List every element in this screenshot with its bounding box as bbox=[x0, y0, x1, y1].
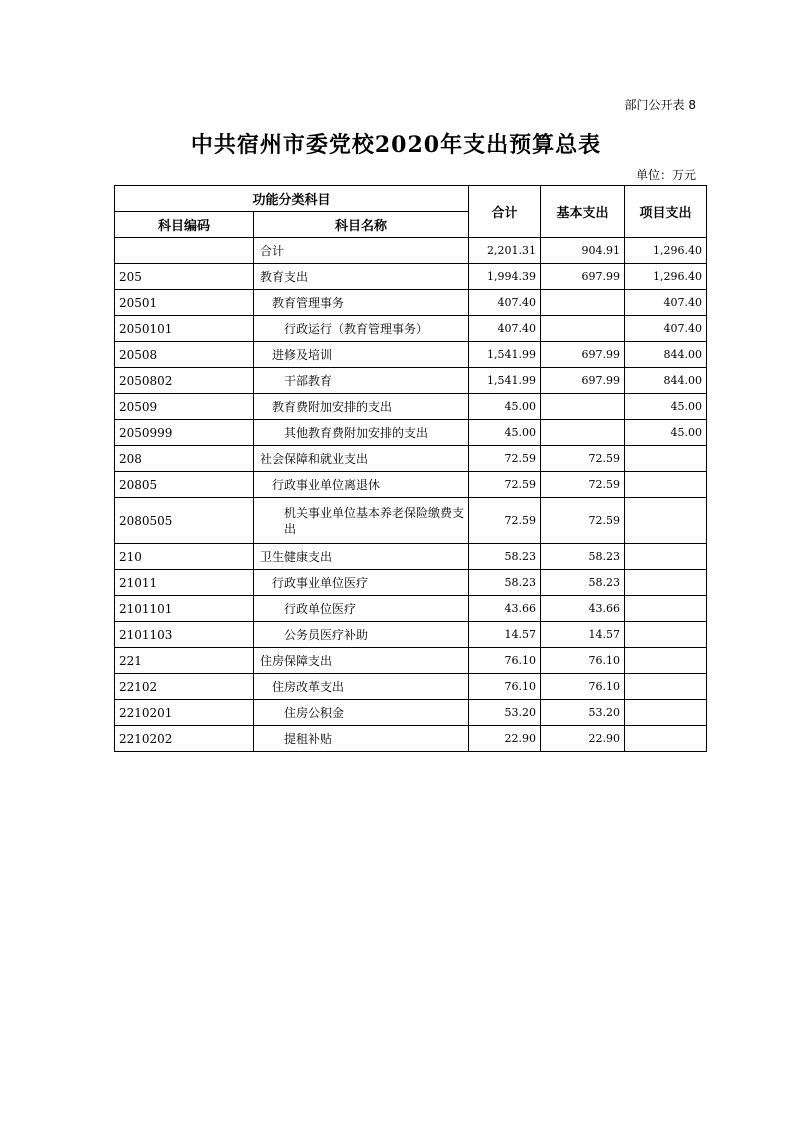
project-amount-cell bbox=[625, 472, 707, 498]
total-amount-cell: 43.66 bbox=[469, 596, 541, 622]
subject-code-cell bbox=[115, 238, 254, 264]
project-amount-cell bbox=[625, 596, 707, 622]
basic-amount-cell: 14.57 bbox=[541, 622, 625, 648]
subject-code-cell: 20501 bbox=[115, 290, 254, 316]
subject-code-cell: 2050999 bbox=[115, 420, 254, 446]
table-row bbox=[115, 264, 707, 290]
header-project-expenditure: 项目支出 bbox=[625, 186, 707, 238]
header-subject-code: 科目编码 bbox=[115, 212, 254, 238]
basic-amount-cell: 58.23 bbox=[541, 544, 625, 570]
project-amount-cell: 1,296.40 bbox=[625, 264, 707, 290]
table-row bbox=[115, 316, 707, 342]
table-row bbox=[115, 342, 707, 368]
basic-amount-cell: 72.59 bbox=[541, 446, 625, 472]
total-amount-cell: 45.00 bbox=[469, 394, 541, 420]
total-amount-cell: 76.10 bbox=[469, 648, 541, 674]
subject-code-cell: 20509 bbox=[115, 394, 254, 420]
subject-name-cell: 其他教育费附加安排的支出 bbox=[254, 420, 469, 446]
subject-name-cell: 教育费附加安排的支出 bbox=[254, 394, 469, 420]
subject-name-cell: 机关事业单位基本养老保险缴费支出 bbox=[254, 498, 469, 544]
subject-code-cell: 210 bbox=[115, 544, 254, 570]
header-subject-name: 科目名称 bbox=[254, 212, 469, 238]
subject-name-cell: 行政事业单位离退休 bbox=[254, 472, 469, 498]
subject-code-cell: 20805 bbox=[115, 472, 254, 498]
total-amount-cell: 53.20 bbox=[469, 700, 541, 726]
project-amount-cell bbox=[625, 498, 707, 544]
project-amount-cell: 45.00 bbox=[625, 394, 707, 420]
subject-code-cell: 22102 bbox=[115, 674, 254, 700]
subject-code-cell: 2050802 bbox=[115, 368, 254, 394]
project-amount-cell bbox=[625, 700, 707, 726]
table-row bbox=[115, 674, 707, 700]
total-amount-cell: 72.59 bbox=[469, 472, 541, 498]
project-amount-cell: 844.00 bbox=[625, 342, 707, 368]
project-amount-cell bbox=[625, 674, 707, 700]
subject-name-cell: 提租补贴 bbox=[254, 726, 469, 752]
header-basic-expenditure: 基本支出 bbox=[541, 186, 625, 238]
basic-amount-cell: 58.23 bbox=[541, 570, 625, 596]
table-row bbox=[115, 472, 707, 498]
table-row bbox=[115, 394, 707, 420]
table-number-label: 部门公开表 8 bbox=[624, 98, 696, 112]
basic-amount-cell: 904.91 bbox=[541, 238, 625, 264]
subject-name-cell: 干部教育 bbox=[254, 368, 469, 394]
project-amount-cell: 407.40 bbox=[625, 316, 707, 342]
budget-table bbox=[114, 185, 707, 752]
table-row bbox=[115, 446, 707, 472]
total-amount-cell: 1,994.39 bbox=[469, 264, 541, 290]
basic-amount-cell: 76.10 bbox=[541, 648, 625, 674]
total-amount-cell: 407.40 bbox=[469, 290, 541, 316]
table-row bbox=[115, 700, 707, 726]
table-row bbox=[115, 622, 707, 648]
basic-amount-cell: 53.20 bbox=[541, 700, 625, 726]
basic-amount-cell: 22.90 bbox=[541, 726, 625, 752]
project-amount-cell bbox=[625, 622, 707, 648]
subject-name-cell: 住房保障支出 bbox=[254, 648, 469, 674]
table-row bbox=[115, 498, 707, 544]
subject-name-cell: 卫生健康支出 bbox=[254, 544, 469, 570]
total-amount-cell: 2,201.31 bbox=[469, 238, 541, 264]
subject-code-cell: 205 bbox=[115, 264, 254, 290]
project-amount-cell: 1,296.40 bbox=[625, 238, 707, 264]
table-row bbox=[115, 290, 707, 316]
project-amount-cell: 45.00 bbox=[625, 420, 707, 446]
total-amount-cell: 407.40 bbox=[469, 316, 541, 342]
project-amount-cell bbox=[625, 446, 707, 472]
total-amount-cell: 76.10 bbox=[469, 674, 541, 700]
table-row bbox=[115, 726, 707, 752]
project-amount-cell bbox=[625, 570, 707, 596]
project-amount-cell: 844.00 bbox=[625, 368, 707, 394]
subject-name-cell: 行政事业单位医疗 bbox=[254, 570, 469, 596]
total-amount-cell: 1,541.99 bbox=[469, 368, 541, 394]
total-amount-cell: 58.23 bbox=[469, 544, 541, 570]
project-amount-cell bbox=[625, 726, 707, 752]
table-row bbox=[115, 648, 707, 674]
subject-code-cell: 221 bbox=[115, 648, 254, 674]
basic-amount-cell bbox=[541, 290, 625, 316]
page-title: 中共宿州市委党校2020年支出预算总表 bbox=[190, 132, 602, 158]
subject-code-cell: 21011 bbox=[115, 570, 254, 596]
table-body bbox=[115, 238, 707, 752]
unit-label: 单位：万元 bbox=[635, 168, 696, 182]
subject-name-cell: 进修及培训 bbox=[254, 342, 469, 368]
project-amount-cell bbox=[625, 544, 707, 570]
subject-name-cell: 社会保障和就业支出 bbox=[254, 446, 469, 472]
basic-amount-cell bbox=[541, 394, 625, 420]
total-amount-cell: 72.59 bbox=[469, 498, 541, 544]
project-amount-cell: 407.40 bbox=[625, 290, 707, 316]
total-amount-cell: 58.23 bbox=[469, 570, 541, 596]
header-function-category: 功能分类科目 bbox=[115, 186, 469, 212]
subject-code-cell: 208 bbox=[115, 446, 254, 472]
basic-amount-cell bbox=[541, 316, 625, 342]
subject-name-cell: 教育管理事务 bbox=[254, 290, 469, 316]
basic-amount-cell: 43.66 bbox=[541, 596, 625, 622]
subject-name-cell: 合计 bbox=[254, 238, 469, 264]
project-amount-cell bbox=[625, 648, 707, 674]
basic-amount-cell: 76.10 bbox=[541, 674, 625, 700]
basic-amount-cell: 72.59 bbox=[541, 498, 625, 544]
subject-name-cell: 住房改革支出 bbox=[254, 674, 469, 700]
header-total: 合计 bbox=[469, 186, 541, 238]
subject-name-cell: 住房公积金 bbox=[254, 700, 469, 726]
total-amount-cell: 22.90 bbox=[469, 726, 541, 752]
total-amount-cell: 1,541.99 bbox=[469, 342, 541, 368]
subject-name-cell: 教育支出 bbox=[254, 264, 469, 290]
subject-name-cell: 行政单位医疗 bbox=[254, 596, 469, 622]
basic-amount-cell: 697.99 bbox=[541, 368, 625, 394]
basic-amount-cell: 697.99 bbox=[541, 264, 625, 290]
subject-name-cell: 公务员医疗补助 bbox=[254, 622, 469, 648]
subject-code-cell: 2101103 bbox=[115, 622, 254, 648]
table-row bbox=[115, 544, 707, 570]
subject-code-cell: 2080505 bbox=[115, 498, 254, 544]
subject-name-cell: 行政运行（教育管理事务） bbox=[254, 316, 469, 342]
total-amount-cell: 72.59 bbox=[469, 446, 541, 472]
subject-code-cell: 2210202 bbox=[115, 726, 254, 752]
table-row bbox=[115, 420, 707, 446]
table-row bbox=[115, 570, 707, 596]
table-row bbox=[115, 596, 707, 622]
table-row bbox=[115, 238, 707, 264]
subject-code-cell: 2210201 bbox=[115, 700, 254, 726]
basic-amount-cell: 72.59 bbox=[541, 472, 625, 498]
subject-code-cell: 2101101 bbox=[115, 596, 254, 622]
subject-code-cell: 20508 bbox=[115, 342, 254, 368]
basic-amount-cell bbox=[541, 420, 625, 446]
total-amount-cell: 45.00 bbox=[469, 420, 541, 446]
subject-code-cell: 2050101 bbox=[115, 316, 254, 342]
table-row bbox=[115, 368, 707, 394]
basic-amount-cell: 697.99 bbox=[541, 342, 625, 368]
total-amount-cell: 14.57 bbox=[469, 622, 541, 648]
